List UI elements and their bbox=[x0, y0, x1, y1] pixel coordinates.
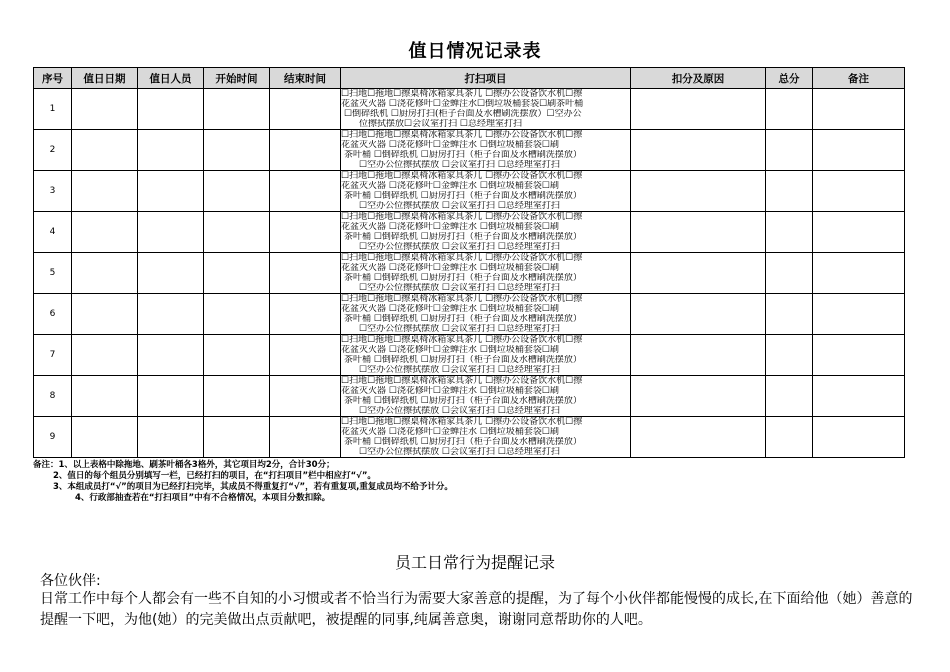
cleaning-items-line: 花盆灭火器 ☐浇花修叶☐金蝉注水 ☐倒垃圾桶套袋☐刷 bbox=[341, 345, 559, 355]
cleaning-items-line: ☐空办公位擦拭摆放 ☐会议室打扫 ☐总经理室打扫 bbox=[359, 324, 560, 334]
cell-start-time[interactable] bbox=[204, 417, 270, 458]
cleaning-items-line: ☐空办公位擦拭摆放 ☐会议室打扫 ☐总经理室打扫 bbox=[359, 242, 560, 252]
cell-deduction[interactable] bbox=[631, 376, 766, 417]
cell-total[interactable] bbox=[766, 212, 813, 253]
header-cleaning-items: 打扫项目 bbox=[341, 68, 631, 89]
header-person: 值日人员 bbox=[138, 68, 204, 89]
cell-remarks[interactable] bbox=[813, 130, 905, 171]
cell-start-time[interactable] bbox=[204, 212, 270, 253]
cell-end-time[interactable] bbox=[270, 130, 341, 171]
cell-remarks[interactable] bbox=[813, 89, 905, 130]
cleaning-items-line: ☐扫地☐拖地☐擦桌椅冰箱家具茶几 ☐擦办公设备饮水机☐擦 bbox=[341, 253, 583, 263]
cleaning-items-line: ☐倒碎纸机 ☐厨房打扫(柜子台面及水槽刷洗摆放）☐空办公 bbox=[344, 109, 582, 119]
cell-end-time[interactable] bbox=[270, 253, 341, 294]
table-row bbox=[34, 89, 905, 130]
page-title: 值日情况记录表 bbox=[408, 41, 542, 62]
note-line: 3、本组成员打“√”的项目为已经打扫完毕，其成员不得重复打“√”，若有重复项,重复成员均不给予计分。 bbox=[53, 482, 453, 492]
cell-date[interactable] bbox=[72, 294, 138, 335]
cell-start-time[interactable] bbox=[204, 335, 270, 376]
cell-end-time[interactable] bbox=[270, 335, 341, 376]
cell-end-time[interactable] bbox=[270, 171, 341, 212]
note-line: 2、值日的每个组员分别填写一栏，已经打扫的项目，在“打扫项目”栏中相应打“√”。 bbox=[53, 471, 376, 481]
cell-deduction[interactable] bbox=[631, 294, 766, 335]
cell-remarks[interactable] bbox=[813, 417, 905, 458]
cell-date[interactable] bbox=[72, 130, 138, 171]
cell-seq: 7 bbox=[34, 335, 72, 376]
table-row bbox=[34, 212, 905, 253]
cleaning-items-line: ☐空办公位擦拭摆放 ☐会议室打扫 ☐总经理室打扫 bbox=[359, 201, 560, 211]
cleaning-items-line: 花盆灭火器 ☐浇花修叶☐金蝉注水 ☐倒垃圾桶套袋☐刷 bbox=[341, 427, 559, 437]
cleaning-items-line: 花盆灭火器 ☐浇花修叶☐金蝉注水 ☐倒垃圾桶套袋☐刷 bbox=[341, 386, 559, 396]
cell-date[interactable] bbox=[72, 335, 138, 376]
cleaning-items-line: ☐扫地☐拖地☐擦桌椅冰箱家具茶几 ☐擦办公设备饮水机☐擦 bbox=[341, 130, 583, 140]
cell-start-time[interactable] bbox=[204, 171, 270, 212]
cell-seq: 2 bbox=[34, 130, 72, 171]
cell-person[interactable] bbox=[138, 130, 204, 171]
cell-end-time[interactable] bbox=[270, 89, 341, 130]
cell-remarks[interactable] bbox=[813, 376, 905, 417]
header-seq: 序号 bbox=[34, 68, 72, 89]
cell-person[interactable] bbox=[138, 253, 204, 294]
cell-end-time[interactable] bbox=[270, 212, 341, 253]
cell-cleaning-items bbox=[341, 335, 631, 376]
cleaning-items-line: 花盆灭火器 ☐浇花修叶☐金蝉注水☐倒垃圾桶套袋☐刷茶叶桶 bbox=[341, 99, 584, 109]
cell-seq: 9 bbox=[34, 417, 72, 458]
cell-deduction[interactable] bbox=[631, 335, 766, 376]
cell-remarks[interactable] bbox=[813, 212, 905, 253]
cell-seq: 8 bbox=[34, 376, 72, 417]
cell-total[interactable] bbox=[766, 130, 813, 171]
cell-start-time[interactable] bbox=[204, 89, 270, 130]
cell-cleaning-items bbox=[341, 417, 631, 458]
cell-person[interactable] bbox=[138, 335, 204, 376]
cell-seq: 5 bbox=[34, 253, 72, 294]
cleaning-items-line: 茶叶桶 ☐倒碎纸机 ☐厨房打扫（柜子台面及水槽刷洗摆放） bbox=[344, 314, 582, 324]
cell-total[interactable] bbox=[766, 294, 813, 335]
cell-cleaning-items bbox=[341, 171, 631, 212]
cell-end-time[interactable] bbox=[270, 417, 341, 458]
cell-start-time[interactable] bbox=[204, 130, 270, 171]
cleaning-items-line: 花盆灭火器 ☐浇花修叶☐金蝉注水 ☐倒垃圾桶套袋☐刷 bbox=[341, 222, 559, 232]
cell-cleaning-items bbox=[341, 212, 631, 253]
cleaning-items-line: ☐空办公位擦拭摆放 ☐会议室打扫 ☐总经理室打扫 bbox=[359, 406, 560, 416]
cell-total[interactable] bbox=[766, 253, 813, 294]
cleaning-items-line: 位擦拭摆放☐会议室打扫 ☐总经理室打扫 bbox=[359, 119, 522, 129]
cell-end-time[interactable] bbox=[270, 376, 341, 417]
cell-seq: 3 bbox=[34, 171, 72, 212]
duty-record-table bbox=[33, 67, 905, 458]
cleaning-items-line: ☐空办公位擦拭摆放 ☐会议室打扫 ☐总经理室打扫 bbox=[359, 160, 560, 170]
cleaning-items-line: 茶叶桶 ☐倒碎纸机 ☐厨房打扫（柜子台面及水槽刷洗摆放） bbox=[344, 437, 582, 447]
cell-cleaning-items bbox=[341, 130, 631, 171]
cell-date[interactable] bbox=[72, 376, 138, 417]
cleaning-items-line: 茶叶桶 ☐倒碎纸机 ☐厨房打扫（柜子台面及水槽刷洗摆放） bbox=[344, 396, 582, 406]
table-row bbox=[34, 376, 905, 417]
cell-date[interactable] bbox=[72, 253, 138, 294]
header-remarks: 备注 bbox=[813, 68, 905, 89]
cell-start-time[interactable] bbox=[204, 376, 270, 417]
cell-date[interactable] bbox=[72, 171, 138, 212]
cell-person[interactable] bbox=[138, 89, 204, 130]
cell-total[interactable] bbox=[766, 335, 813, 376]
header-end-time: 结束时间 bbox=[270, 68, 341, 89]
cleaning-items-line: ☐扫地☐拖地☐擦桌椅冰箱家具茶几 ☐擦办公设备饮水机☐擦 bbox=[341, 171, 583, 181]
table-row bbox=[34, 171, 905, 212]
cleaning-items-line: ☐扫地☐拖地☐擦桌椅冰箱家具茶几 ☐擦办公设备饮水机☐擦 bbox=[341, 294, 583, 304]
cell-total[interactable] bbox=[766, 376, 813, 417]
section-subtitle: 员工日常行为提醒记录 bbox=[394, 553, 555, 572]
cell-person[interactable] bbox=[138, 294, 204, 335]
cleaning-items-line: 花盆灭火器 ☐浇花修叶☐金蝉注水 ☐倒垃圾桶套袋☐刷 bbox=[341, 263, 559, 273]
cleaning-items-line: 花盆灭火器 ☐浇花修叶☐金蝉注水 ☐倒垃圾桶套袋☐刷 bbox=[341, 304, 559, 314]
cell-cleaning-items bbox=[341, 89, 631, 130]
cell-date[interactable] bbox=[72, 212, 138, 253]
cleaning-items-line: 茶叶桶 ☐倒碎纸机 ☐厨房打扫（柜子台面及水槽刷洗摆放） bbox=[344, 232, 582, 242]
header-deduction: 扣分及原因 bbox=[631, 68, 766, 89]
cleaning-items-line: ☐空办公位擦拭摆放 ☐会议室打扫 ☐总经理室打扫 bbox=[359, 365, 560, 375]
cell-deduction[interactable] bbox=[631, 171, 766, 212]
cell-remarks[interactable] bbox=[813, 171, 905, 212]
note-line: 备注：1、以上表格中除拖地、刷茶叶桶各3格外，其它项目均2分，合计30分； bbox=[33, 460, 335, 470]
cell-remarks[interactable] bbox=[813, 335, 905, 376]
cell-cleaning-items bbox=[341, 376, 631, 417]
table-row bbox=[34, 417, 905, 458]
table-row bbox=[34, 130, 905, 171]
cell-total[interactable] bbox=[766, 89, 813, 130]
cleaning-items-line: 茶叶桶 ☐倒碎纸机 ☐厨房打扫（柜子台面及水槽刷洗摆放） bbox=[344, 150, 582, 160]
cell-date[interactable] bbox=[72, 417, 138, 458]
cleaning-items-line: ☐扫地☐拖地☐擦桌椅冰箱家具茶几 ☐擦办公设备饮水机☐擦 bbox=[341, 89, 583, 99]
cell-deduction[interactable] bbox=[631, 89, 766, 130]
cell-seq: 6 bbox=[34, 294, 72, 335]
cell-person[interactable] bbox=[138, 417, 204, 458]
cell-deduction[interactable] bbox=[631, 212, 766, 253]
cleaning-items-line: 茶叶桶 ☐倒碎纸机 ☐厨房打扫（柜子台面及水槽刷洗摆放） bbox=[344, 355, 582, 365]
header-total: 总分 bbox=[766, 68, 813, 89]
table-body bbox=[34, 89, 905, 458]
header-date: 值日日期 bbox=[72, 68, 138, 89]
cleaning-items-line: 茶叶桶 ☐倒碎纸机 ☐厨房打扫（柜子台面及水槽刷洗摆放） bbox=[344, 191, 582, 201]
cell-total[interactable] bbox=[766, 171, 813, 212]
cell-cleaning-items bbox=[341, 294, 631, 335]
cell-person[interactable] bbox=[138, 376, 204, 417]
cell-person[interactable] bbox=[138, 171, 204, 212]
cell-start-time[interactable] bbox=[204, 253, 270, 294]
note-line: 4、行政部抽查若在“打扫项目”中有不合格情况，本项目分数扣除。 bbox=[75, 493, 331, 503]
cell-remarks[interactable] bbox=[813, 253, 905, 294]
cell-deduction[interactable] bbox=[631, 130, 766, 171]
table-row bbox=[34, 335, 905, 376]
cell-end-time[interactable] bbox=[270, 294, 341, 335]
cleaning-items-line: 茶叶桶 ☐倒碎纸机 ☐厨房打扫（柜子台面及水槽刷洗摆放） bbox=[344, 273, 582, 283]
table-header-row bbox=[34, 68, 905, 89]
table-row bbox=[34, 294, 905, 335]
cell-deduction[interactable] bbox=[631, 417, 766, 458]
header-start-time: 开始时间 bbox=[204, 68, 270, 89]
cleaning-items-line: 花盆灭火器 ☐浇花修叶☐金蝉注水 ☐倒垃圾桶套袋☐刷 bbox=[341, 181, 559, 191]
cleaning-items-line: ☐扫地☐拖地☐擦桌椅冰箱家具茶几 ☐擦办公设备饮水机☐擦 bbox=[341, 376, 583, 386]
cell-start-time[interactable] bbox=[204, 294, 270, 335]
cell-person[interactable] bbox=[138, 212, 204, 253]
cell-seq: 4 bbox=[34, 212, 72, 253]
cleaning-items-line: ☐扫地☐拖地☐擦桌椅冰箱家具茶几 ☐擦办公设备饮水机☐擦 bbox=[341, 335, 583, 345]
notes-block bbox=[33, 460, 913, 504]
cell-remarks[interactable] bbox=[813, 294, 905, 335]
cell-total[interactable] bbox=[766, 417, 813, 458]
cell-deduction[interactable] bbox=[631, 253, 766, 294]
cell-seq: 1 bbox=[34, 89, 72, 130]
reminder-paragraph: 日常工作中每个人都会有一些不自知的小习惯或者不恰当行为需要大家善意的提醒，为了每个小伙伴都能慢慢的成长,在下面给他（她）善意的提醒一下吧，为他(她）的完美做出点贡献吧，被提醒的同事,纯属善意奥，谢谢同意帮助你的人吧。 bbox=[40, 591, 913, 628]
table-row bbox=[34, 253, 905, 294]
greeting: 各位伙伴: bbox=[40, 573, 101, 589]
cleaning-items-line: 花盆灭火器 ☐浇花修叶☐金蝉注水 ☐倒垃圾桶套袋☐刷 bbox=[341, 140, 559, 150]
cleaning-items-line: ☐空办公位擦拭摆放 ☐会议室打扫 ☐总经理室打扫 bbox=[359, 447, 560, 457]
cleaning-items-line: ☐扫地☐拖地☐擦桌椅冰箱家具茶几 ☐擦办公设备饮水机☐擦 bbox=[341, 212, 583, 222]
cleaning-items-line: ☐扫地☐拖地☐擦桌椅冰箱家具茶几 ☐擦办公设备饮水机☐擦 bbox=[341, 417, 583, 427]
cell-date[interactable] bbox=[72, 89, 138, 130]
cell-cleaning-items bbox=[341, 253, 631, 294]
cleaning-items-line: ☐空办公位擦拭摆放 ☐会议室打扫 ☐总经理室打扫 bbox=[359, 283, 560, 293]
